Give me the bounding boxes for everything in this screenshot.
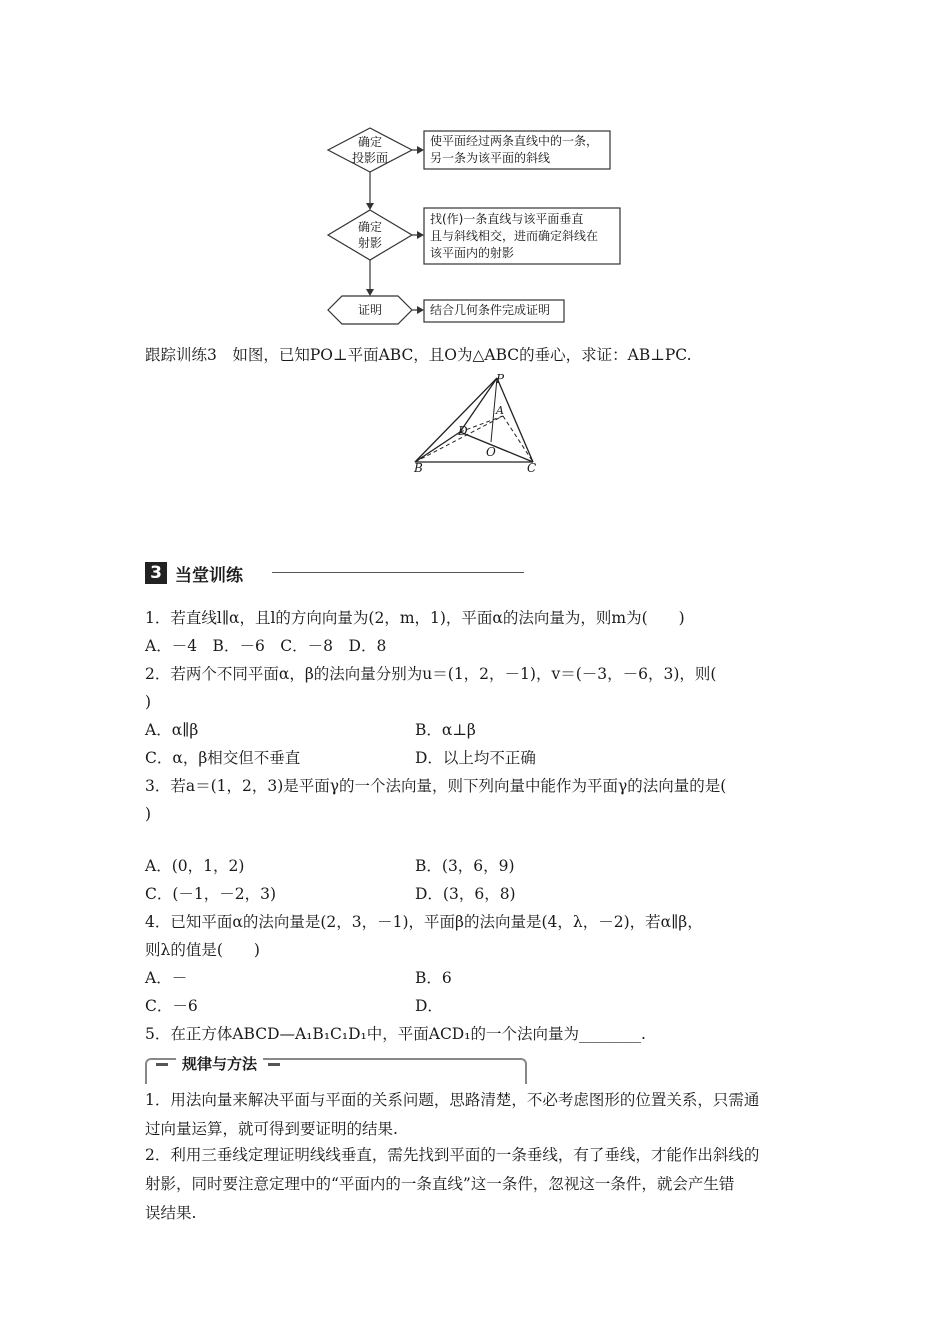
method-dash-left bbox=[156, 1063, 168, 1066]
label-C: C bbox=[527, 461, 537, 475]
question-2-option-b: B．α⊥β bbox=[415, 721, 476, 739]
flowchart-step-2-description bbox=[430, 211, 598, 262]
flowchart-step-1-label bbox=[340, 134, 400, 166]
arrow-down-icon bbox=[366, 203, 374, 210]
question-3-option-a: A．(0，1，2) bbox=[145, 857, 245, 875]
section-header bbox=[145, 562, 243, 584]
section-title: 当堂训练 bbox=[175, 565, 243, 586]
paragraph-line: 射影，同时要注意定理中的“平面内的一条直线”这一条件，忽视这一条件，就会产生错 bbox=[145, 1175, 735, 1193]
description-line: 且与斜线相交，进而确定斜线在 bbox=[430, 229, 599, 243]
label-P: P bbox=[496, 372, 505, 386]
step-label-line: 确定 bbox=[357, 220, 382, 234]
question-3-option-b: B．(3，6，9) bbox=[415, 857, 515, 875]
arrow-down-icon bbox=[366, 289, 374, 296]
question-4-option-c: C．－6 bbox=[145, 997, 198, 1015]
question-4-option-d: D． bbox=[415, 997, 443, 1015]
method-dash-right bbox=[268, 1063, 280, 1066]
question-1-options: A．－4 B．－6 C．－8 D．8 bbox=[145, 637, 387, 655]
arrow-right-icon bbox=[417, 146, 424, 154]
arrow-right-icon bbox=[417, 231, 424, 239]
question-3-option-c: C．(－1，－2，3) bbox=[145, 885, 277, 903]
description-line: 结合几何条件完成证明 bbox=[430, 303, 551, 317]
paragraph-line: 2．利用三垂线定理证明线线垂直，需先找到平面的一条垂线，有了垂线，才能作出斜线的 bbox=[145, 1146, 760, 1164]
question-3-close: ) bbox=[145, 805, 152, 823]
flowchart-step-1-description bbox=[430, 133, 598, 167]
section-number: 3 bbox=[145, 562, 167, 584]
question-3: 3．若a＝(1，2，3)是平面γ的一个法向量，则下列向量中能作为平面γ的法向量的是( bbox=[145, 777, 727, 795]
flowchart-graphics bbox=[0, 0, 950, 340]
method-paragraph-2 bbox=[145, 1141, 810, 1228]
question-2: 2．若两个不同平面α，β的法向量分别为u＝(1，2，－1)，v＝(－3，－6，3)，则( bbox=[145, 665, 717, 683]
section-divider bbox=[272, 572, 524, 573]
question-4-cont: 则λ的值是( ) bbox=[145, 941, 260, 959]
flowchart-step-2-label bbox=[340, 219, 400, 251]
question-2-option-c: C．α，β相交但不垂直 bbox=[145, 749, 301, 767]
arrow-right-icon bbox=[417, 306, 424, 314]
question-4-option-b: B．6 bbox=[415, 969, 452, 987]
method-title: 规律与方法 bbox=[176, 1054, 263, 1074]
step-label-line: 证明 bbox=[357, 303, 382, 317]
question-3-option-d: D．(3，6，8) bbox=[415, 885, 516, 903]
practice-3-text: 跟踪训练3 如图，已知PO⊥平面ABC，且O为△ABC的垂心，求证：AB⊥PC. bbox=[145, 346, 692, 364]
question-2-option-d: D．以上均不正确 bbox=[415, 749, 536, 767]
flowchart-step-3-label bbox=[340, 302, 400, 318]
question-4-option-a: A．－ bbox=[145, 969, 188, 987]
question-2-option-a: A．α∥β bbox=[145, 721, 199, 739]
label-A: A bbox=[496, 404, 504, 417]
question-2-close: ) bbox=[145, 693, 152, 711]
step-label-line: 投影面 bbox=[351, 151, 388, 165]
description-line: 该平面内的射影 bbox=[430, 246, 515, 260]
step-label-line: 确定 bbox=[357, 135, 382, 149]
description-line: 找(作)一条直线与该平面垂直 bbox=[430, 212, 584, 226]
question-5: 5．在正方体ABCD—A₁B₁C₁D₁中，平面ACD₁的一个法向量为________. bbox=[145, 1025, 646, 1043]
question-1: 1．若直线l∥α，且l的方向向量为(2，m，1)，平面α的法向量为，则m为( ) bbox=[145, 609, 685, 627]
label-O: O bbox=[486, 445, 496, 459]
description-line: 另一条为该平面的斜线 bbox=[430, 151, 551, 165]
flowchart-step-3-description bbox=[430, 302, 550, 319]
step-label-line: 射影 bbox=[357, 236, 382, 250]
method-paragraph-1 bbox=[145, 1086, 810, 1144]
paragraph-line: 过向量运算，就可得到要证明的结果. bbox=[145, 1120, 398, 1138]
label-B: B bbox=[414, 461, 423, 475]
description-line: 使平面经过两条直线中的一条， bbox=[430, 134, 599, 148]
question-4: 4．已知平面α的法向量是(2，3，－1)，平面β的法向量是(4，λ，－2)，若α∥β， bbox=[145, 913, 703, 931]
label-D: D bbox=[458, 424, 468, 438]
paragraph-line: 1．用法向量来解决平面与平面的关系问题，思路清楚，不必考虑图形的位置关系，只需通 bbox=[145, 1091, 760, 1109]
paragraph-line: 误结果. bbox=[145, 1204, 197, 1222]
